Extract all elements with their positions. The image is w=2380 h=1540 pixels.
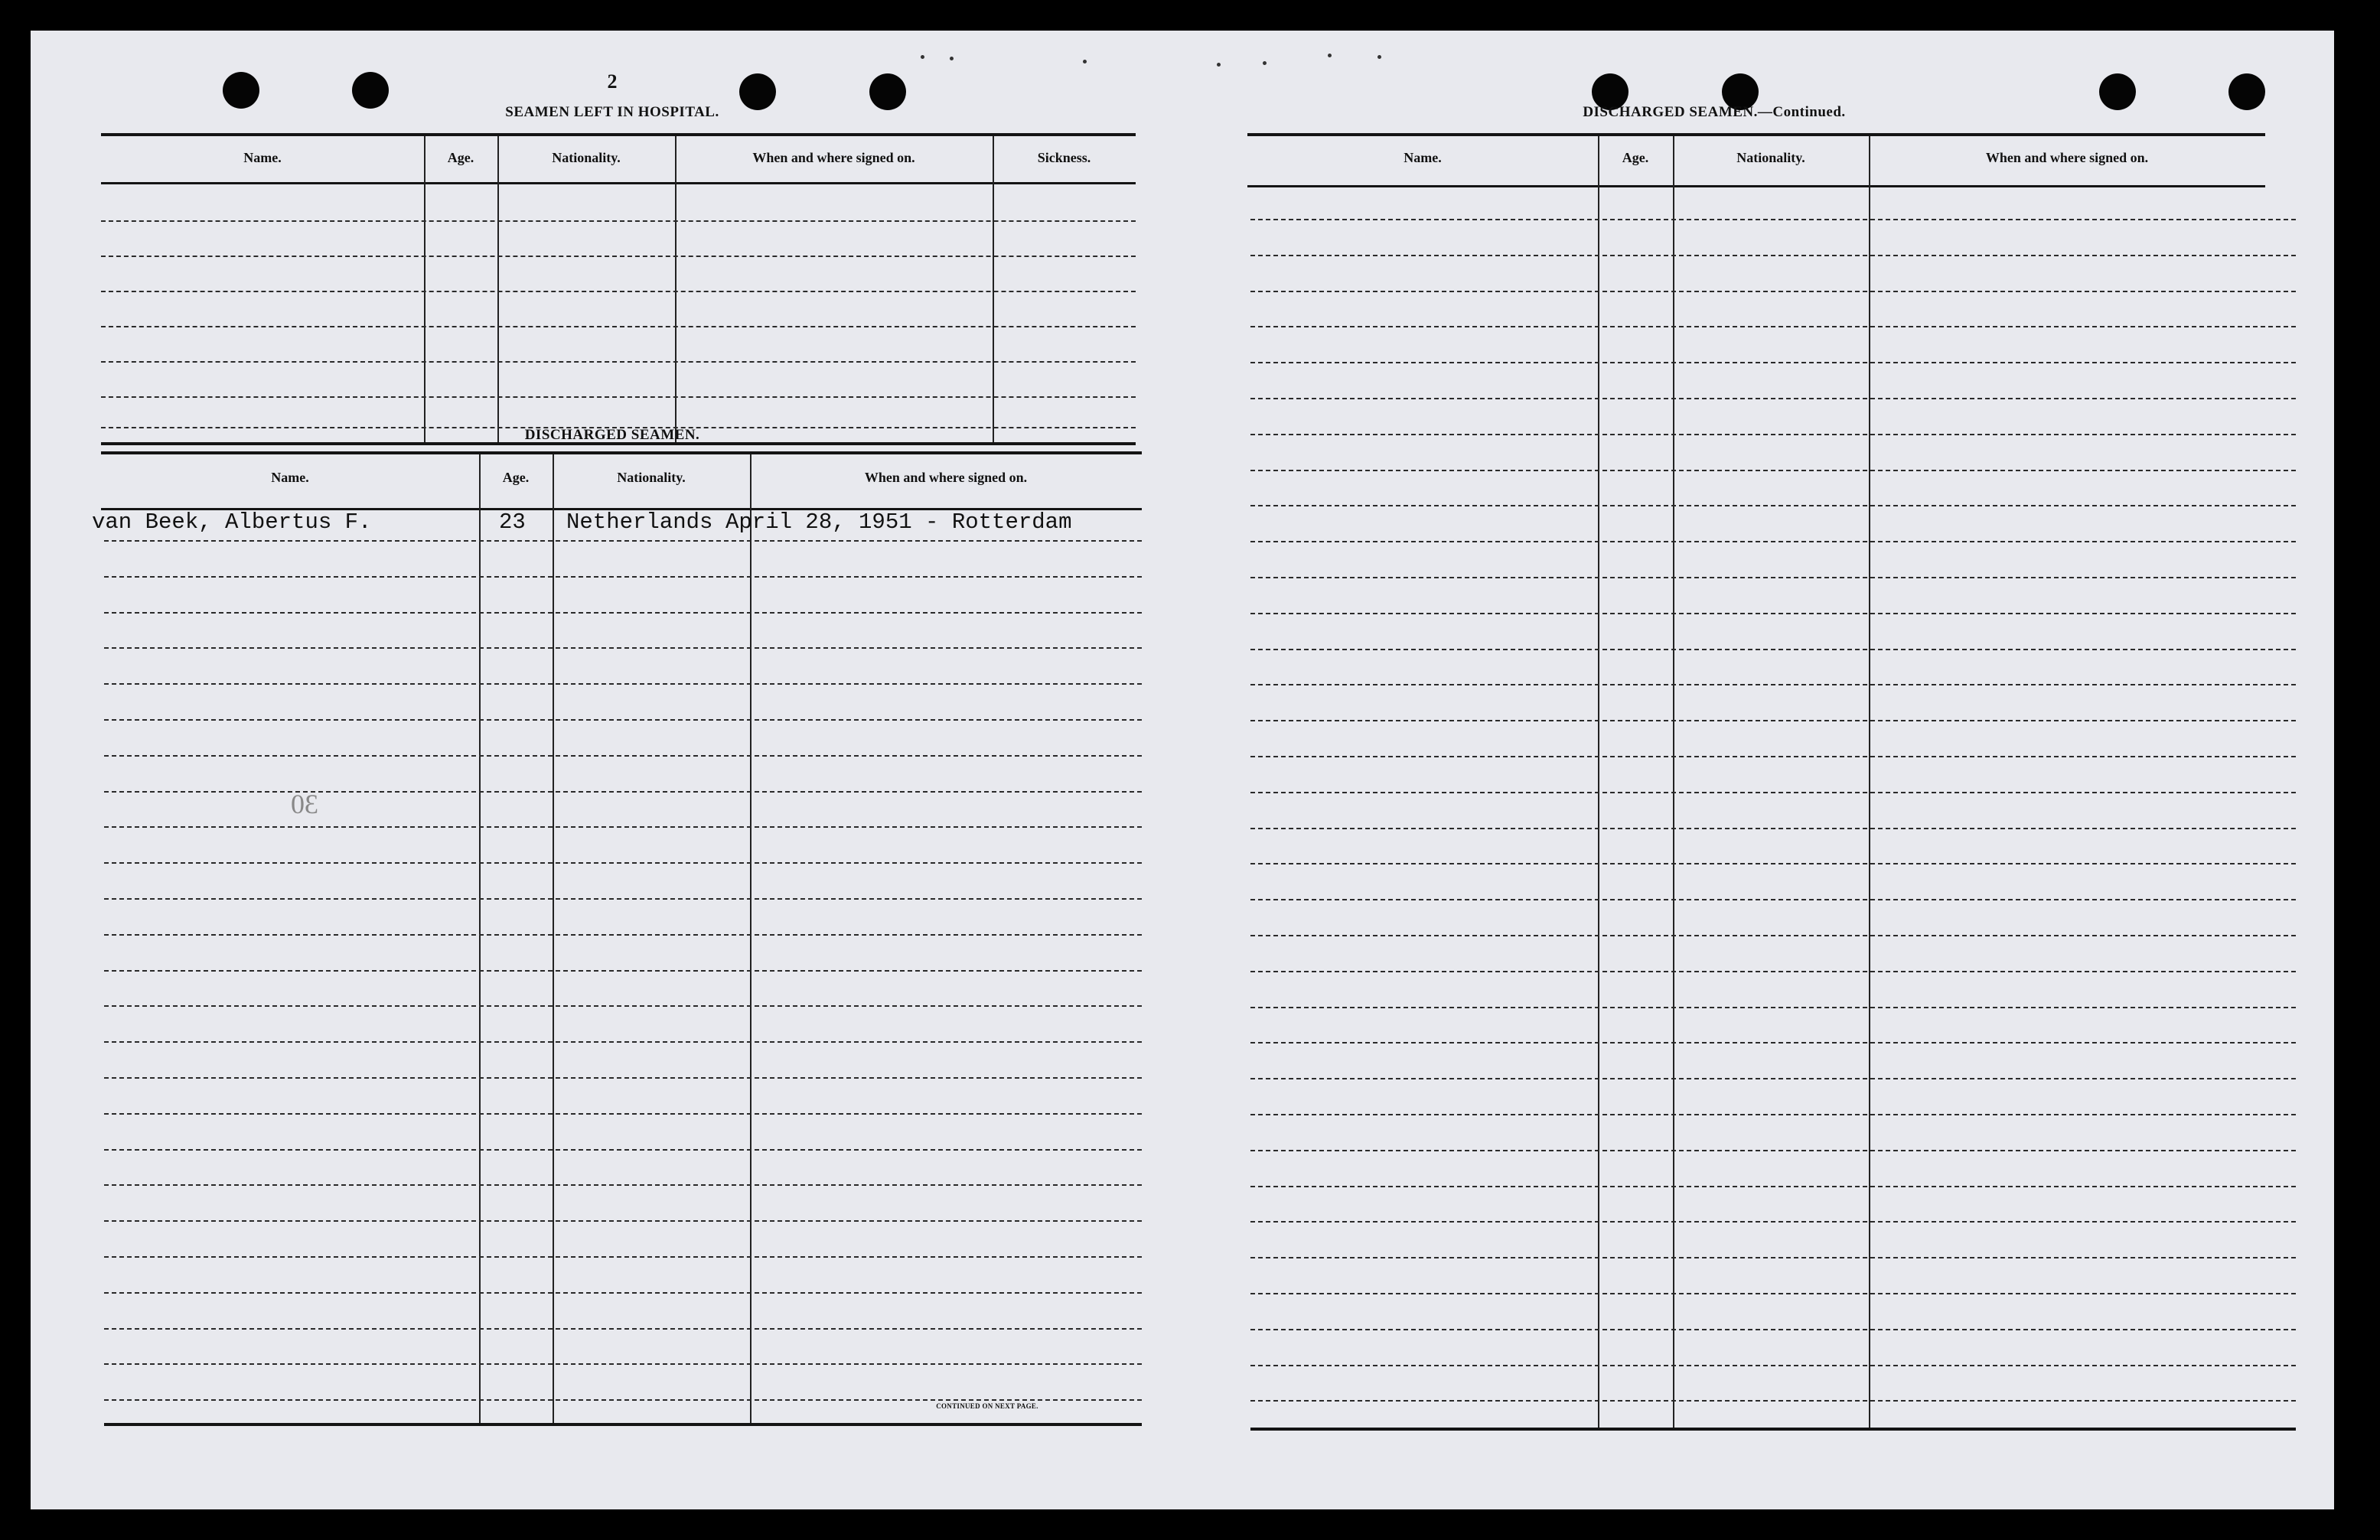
col-header-sickness: Sickness. — [1037, 150, 1091, 165]
ruled-line — [101, 256, 1136, 257]
continued-note: CONTINUED ON NEXT PAGE. — [936, 1402, 1038, 1410]
ruled-line — [104, 1149, 1142, 1151]
column-divider — [1869, 136, 1870, 1428]
ruled-line — [101, 396, 1136, 398]
ruled-line — [1250, 470, 2296, 471]
ruled-line — [104, 1041, 1142, 1043]
ruled-line — [1250, 756, 2296, 757]
ruled-line — [104, 1399, 1142, 1401]
col-header-nationality: Nationality. — [1736, 150, 1805, 165]
table-bottom-rule — [1250, 1428, 2296, 1431]
header-underline — [101, 182, 1136, 184]
discharged-section-title: DISCHARGED SEAMEN. — [524, 427, 700, 443]
document-sheet — [31, 31, 2334, 1509]
ruled-line — [1250, 1114, 2296, 1115]
ruled-line — [104, 791, 1142, 793]
ruled-line — [104, 683, 1142, 685]
ruled-line — [1250, 398, 2296, 399]
col-header-name: Name. — [243, 150, 282, 165]
ruled-line — [1250, 935, 2296, 936]
ruled-line — [1250, 1365, 2296, 1366]
ruled-line — [1250, 1221, 2296, 1223]
ruled-line — [104, 576, 1142, 578]
hospital-section-title: SEAMEN LEFT IN HOSPITAL. — [505, 104, 719, 120]
table-top-rule — [101, 451, 1142, 454]
ruled-line — [1250, 684, 2296, 685]
ruled-line — [1250, 1078, 2296, 1079]
ruled-line — [1250, 326, 2296, 327]
ruled-line — [104, 970, 1142, 972]
ruled-line — [104, 862, 1142, 864]
ruled-line — [1250, 541, 2296, 542]
binder-hole — [352, 72, 389, 109]
page-number: 2 — [607, 70, 618, 93]
ruled-line — [104, 540, 1142, 542]
column-divider — [1673, 136, 1674, 1428]
ruled-line — [104, 1220, 1142, 1222]
table-top-rule — [1247, 133, 2265, 136]
ruled-line — [1250, 1400, 2296, 1402]
col-header-signed-on: When and where signed on. — [752, 150, 915, 165]
table-top-rule — [101, 133, 1136, 136]
ruled-line — [101, 326, 1136, 327]
ruled-line — [1250, 899, 2296, 900]
col-header-age: Age. — [1622, 150, 1649, 165]
ruled-line — [1250, 1042, 2296, 1043]
column-divider — [553, 454, 554, 1423]
ruled-line — [104, 1328, 1142, 1330]
ruled-line — [1250, 255, 2296, 256]
hospital-table — [101, 133, 1136, 447]
column-divider — [750, 454, 751, 1423]
ruled-line — [1250, 1186, 2296, 1187]
ruled-line — [104, 826, 1142, 828]
scan-speck — [921, 55, 924, 59]
scan-speck — [1377, 55, 1381, 59]
col-header-age: Age. — [447, 150, 474, 165]
ruled-line — [1250, 219, 2296, 220]
col-header-nationality: Nationality. — [552, 150, 621, 165]
binder-hole — [2228, 73, 2265, 110]
column-divider — [1598, 136, 1599, 1428]
table-bottom-rule — [104, 1423, 1142, 1426]
ruled-line — [104, 1005, 1142, 1007]
ruled-line — [1250, 613, 2296, 614]
binder-hole — [223, 72, 259, 109]
discharged-table-right — [1247, 133, 2296, 1432]
ruled-line — [104, 1256, 1142, 1258]
scan-speck — [1217, 63, 1221, 67]
entry-nationality: Netherlands — [566, 510, 713, 535]
scan-speck — [1263, 61, 1267, 65]
ruled-line — [101, 291, 1136, 292]
binder-hole — [869, 73, 906, 110]
scan-speck — [1328, 54, 1332, 57]
ruled-line — [1250, 362, 2296, 363]
discharged-table-left — [101, 451, 1142, 1428]
ruled-line — [104, 612, 1142, 614]
ruled-line — [1250, 1257, 2296, 1258]
ruled-line — [104, 755, 1142, 757]
ruled-line — [104, 647, 1142, 649]
ruled-line — [1250, 720, 2296, 721]
ruled-line — [1250, 1293, 2296, 1294]
col-header-name: Name. — [271, 470, 309, 485]
faint-stamp-mark: 30 — [291, 789, 318, 819]
ruled-line — [104, 1363, 1142, 1365]
ruled-line — [1250, 828, 2296, 829]
ruled-line — [104, 1113, 1142, 1115]
ruled-line — [1250, 1007, 2296, 1008]
ruled-line — [1250, 291, 2296, 292]
ruled-line — [1250, 792, 2296, 793]
ruled-line — [101, 361, 1136, 363]
entry-signed-on: April 28, 1951 - Rotterdam — [725, 510, 1072, 535]
col-header-age: Age. — [502, 470, 530, 485]
ruled-line — [1250, 1150, 2296, 1151]
ruled-line — [1250, 1329, 2296, 1330]
ruled-line — [1250, 971, 2296, 972]
binder-hole — [2099, 73, 2136, 110]
ruled-line — [1250, 863, 2296, 864]
right-section-title: DISCHARGED SEAMEN.—Continued. — [1583, 104, 1846, 120]
ruled-line — [101, 220, 1136, 222]
col-header-nationality: Nationality. — [617, 470, 686, 485]
col-header-name: Name. — [1404, 150, 1442, 165]
entry-age: 23 — [499, 510, 526, 535]
header-underline — [1247, 185, 2265, 187]
ruled-line — [104, 898, 1142, 900]
ruled-line — [104, 719, 1142, 721]
col-header-signed-on: When and where signed on. — [864, 470, 1028, 485]
ruled-line — [1250, 434, 2296, 435]
ruled-line — [104, 1292, 1142, 1294]
col-header-signed-on: When and where signed on. — [1985, 150, 2149, 165]
ruled-line — [1250, 577, 2296, 578]
scan-speck — [1083, 60, 1087, 63]
entry-name: van Beek, Albertus F. — [92, 510, 372, 535]
column-divider — [479, 454, 481, 1423]
ruled-line — [104, 1077, 1142, 1079]
scan-speck — [950, 57, 954, 60]
ruled-line — [1250, 505, 2296, 506]
ruled-line — [104, 934, 1142, 936]
ruled-line — [1250, 649, 2296, 650]
ruled-line — [104, 1184, 1142, 1186]
